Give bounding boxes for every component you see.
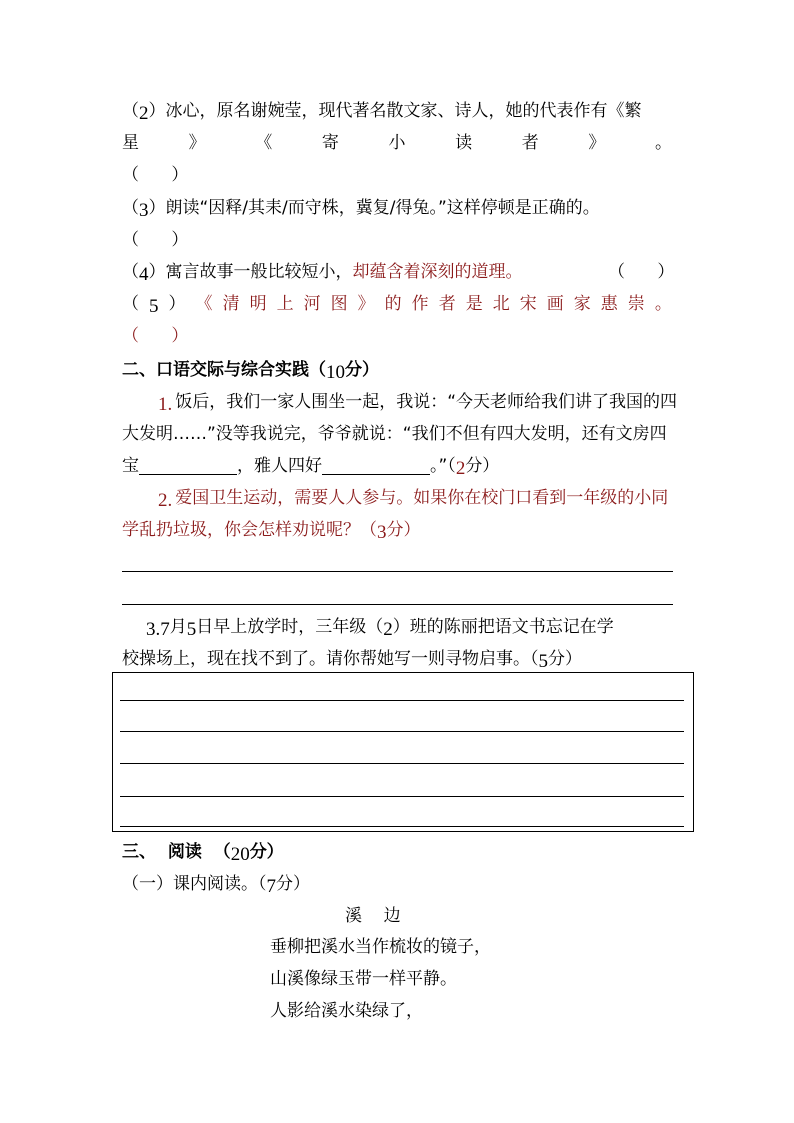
answer-paren[interactable]: （ ） (122, 165, 189, 185)
section-2-heading: 二、口语交际与综合实践（10分） (122, 360, 379, 383)
question-2-line2: 星 》 《 寄 小 读 者 》 。 (122, 133, 672, 153)
item-1-line2: 大发明……”没等我说完，爷爷就说：“我们不但有四大发明，还有文房四 (122, 424, 667, 444)
poem-line: 山溪像绿玉带一样平静。 (270, 969, 457, 989)
question-number: 4 (139, 264, 149, 285)
poem-line: 垂柳把溪水当作梳妆的镜子， (270, 937, 491, 957)
question-3-line1: （3）朗读“因释/其耒/而守株，冀复/得兔。”这样停顿是正确的。 (122, 198, 600, 221)
section-score: 20 (230, 844, 250, 865)
answer-blank[interactable] (139, 456, 237, 475)
section-score: 10 (326, 362, 345, 383)
item-1-line3: 宝 ，雅人四好 。”（2分） (122, 456, 500, 479)
writing-line[interactable] (120, 763, 684, 764)
question-4-line1: （4）寓言故事一般比较短小，却蕴含着深刻的道理。 (122, 262, 523, 285)
answer-blank[interactable] (322, 456, 430, 475)
item-1-line1: 1. 饭后，我们一家人围坐一起，我说：“今天老师给我们讲了我国的四 (158, 392, 678, 415)
item-number: 1. (158, 394, 173, 415)
writing-line[interactable] (122, 604, 673, 605)
question-number: 5 (149, 296, 159, 317)
poem-line: 人影给溪水染绿了， (270, 1001, 423, 1021)
writing-line[interactable] (120, 826, 684, 827)
answer-paren[interactable]: （ ） (608, 262, 675, 282)
answer-paren[interactable]: （ ） (122, 230, 189, 250)
question-number: 2 (139, 103, 149, 124)
question-5-line1: （ 5 ） 《 清 明 上 河 图 》 的 作 者 是 北 宋 画 家 惠 崇 。 (122, 294, 672, 317)
writing-box[interactable] (112, 672, 694, 832)
question-number: 3 (139, 200, 149, 221)
section-3-heading: 三、 阅读 （20分） (122, 842, 284, 865)
writing-line[interactable] (122, 571, 673, 572)
reading-1-heading: （一）课内阅读。（7分） (122, 874, 310, 897)
item-2-line1: 2. 爱国卫生运动，需要人人参与。如果你在校门口看到一年级的小同 (158, 488, 669, 511)
item-number: 2. (158, 490, 173, 511)
question-2-line1: （2）冰心，原名谢婉莹，现代著名散文家、诗人，她的代表作有《繁 (122, 101, 642, 124)
writing-line[interactable] (120, 796, 684, 797)
poem-title: 溪 边 (345, 906, 401, 926)
item-3-line1: 3.7月5日早上放学时，三年级（2）班的陈丽把语文书忘记在学 (146, 617, 614, 640)
answer-paren[interactable]: （ ） (122, 326, 189, 346)
writing-line[interactable] (120, 700, 684, 701)
item-2-line2: 学乱扔垃圾，你会怎样劝说呢？（3分） (122, 520, 421, 543)
item-3-line2: 校操场上，现在找不到了。请你帮她写一则寻物启事。（5分） (122, 649, 582, 672)
writing-line[interactable] (120, 731, 684, 732)
